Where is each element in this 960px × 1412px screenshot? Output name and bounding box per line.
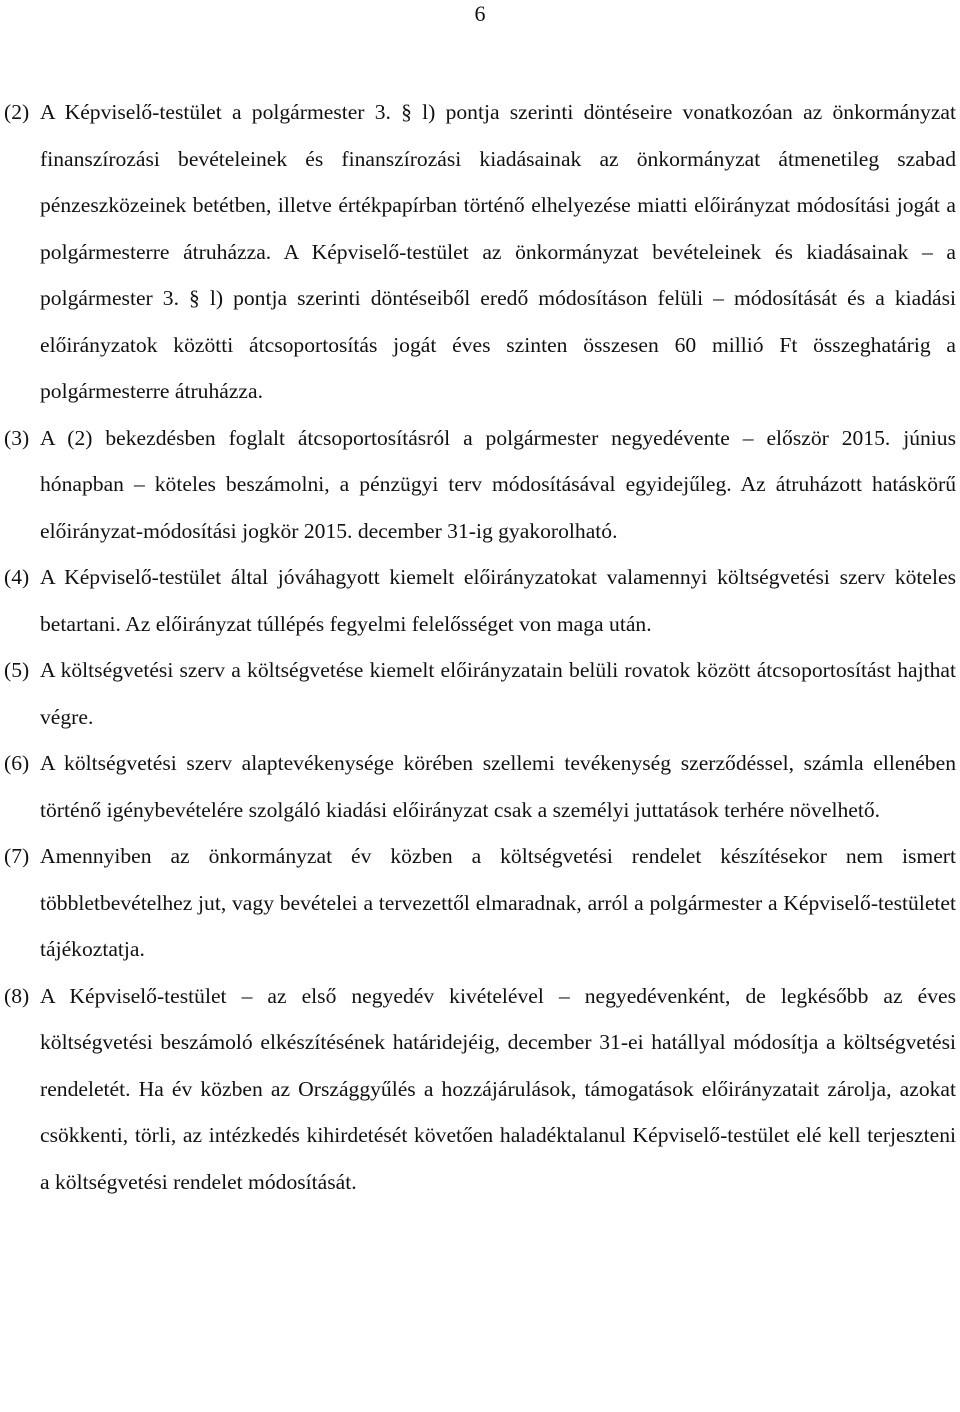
paragraph-text: A költségvetési szerv alaptevékenysége körében szellemi tevékenység szerződéssel, számla ellenében történő igénybevételére szolgáló kiadási előirányzat csak a személyi juttatások terhére növelhető. <box>40 751 956 822</box>
paragraph-text: A költségvetési szerv a költségvetése kiemelt előirányzatain belüli rovatok között átcsoportosítást hajthat végre. <box>40 658 956 729</box>
paragraph-7 <box>4 833 956 973</box>
paragraph-number: (2) <box>4 100 30 124</box>
paragraph-number: (4) <box>4 565 30 589</box>
paragraph-number: (5) <box>4 658 30 682</box>
paragraph-text: A (2) bekezdésben foglalt átcsoportosításról a polgármester negyedévente – először 2015. június hónapban – köteles beszámolni, a pénzügyi terv módosításával egyidejűleg. Az átruházott hatáskörű előirányzat-módosítási jogkör 2015. december 31-ig gyakorolható. <box>40 425 956 543</box>
paragraph-3 <box>4 415 956 555</box>
paragraph-text: A Képviselő-testület – az első negyedév kivételével – negyedévenként, de legkésőbb az éves költségvetési beszámoló elkészítésének határidejéig, december 31-ei hatállyal módosítja a költségvetési rendeletét. Ha év közben az Országgyűlés a hozzájárulások, támogatások előirányzatait zárolja, azokat csökkenti, törli, az intézkedés kihirdetését követően haladéktalanul Képviselő-testület elé kell terjeszteni a költségvetési rendelet módosítását. <box>40 983 956 1194</box>
paragraph-2 <box>4 89 956 415</box>
paragraph-text: Amennyiben az önkormányzat év közben a költségvetési rendelet készítésekor nem ismert többletbevételhez jut, vagy bevételei a tervezettől elmaradnak, arról a polgármester a Képviselő-testületet tájékoztatja. <box>40 844 956 961</box>
paragraph-6 <box>4 740 956 833</box>
page-number: 6 <box>474 1 486 26</box>
paragraph-number: (7) <box>4 844 30 868</box>
paragraph-text: A Képviselő-testület a polgármester 3. § l) pontja szerinti döntéseire vonatkozóan az önkormányzat finanszírozási bevételeinek és finanszírozási kiadásainak az önkormányzat átmenetileg szabad pénzeszközeinek betétben, illetve értékpapírban történő elhelyezése miatti előirányzat módosítási jogát a polgármesterre átruházza. A Képviselő-testület az önkormányzat bevételeinek és kiadásainak – a polgármester 3. § l) pontja szerinti döntéseiből eredő módosításon felüli – módosítását és a kiadási előirányzatok közötti átcsoportosítás jogát éves szinten összesen 60 millió Ft összeghatárig a polgármesterre átruházza. <box>40 100 956 403</box>
paragraph-number: (6) <box>4 751 30 775</box>
paragraph-text: A Képviselő-testület által jóváhagyott kiemelt előirányzatokat valamennyi költségvetési szerv köteles betartani. Az előirányzat túllépés fegyelmi felelősséget von maga után. <box>40 565 956 636</box>
paragraph-5 <box>4 647 956 740</box>
paragraph-4 <box>4 554 956 647</box>
document-body <box>4 89 956 1205</box>
paragraph-number: (3) <box>4 425 30 450</box>
paragraph-number: (8) <box>4 983 30 1008</box>
paragraph-8 <box>4 973 956 1206</box>
